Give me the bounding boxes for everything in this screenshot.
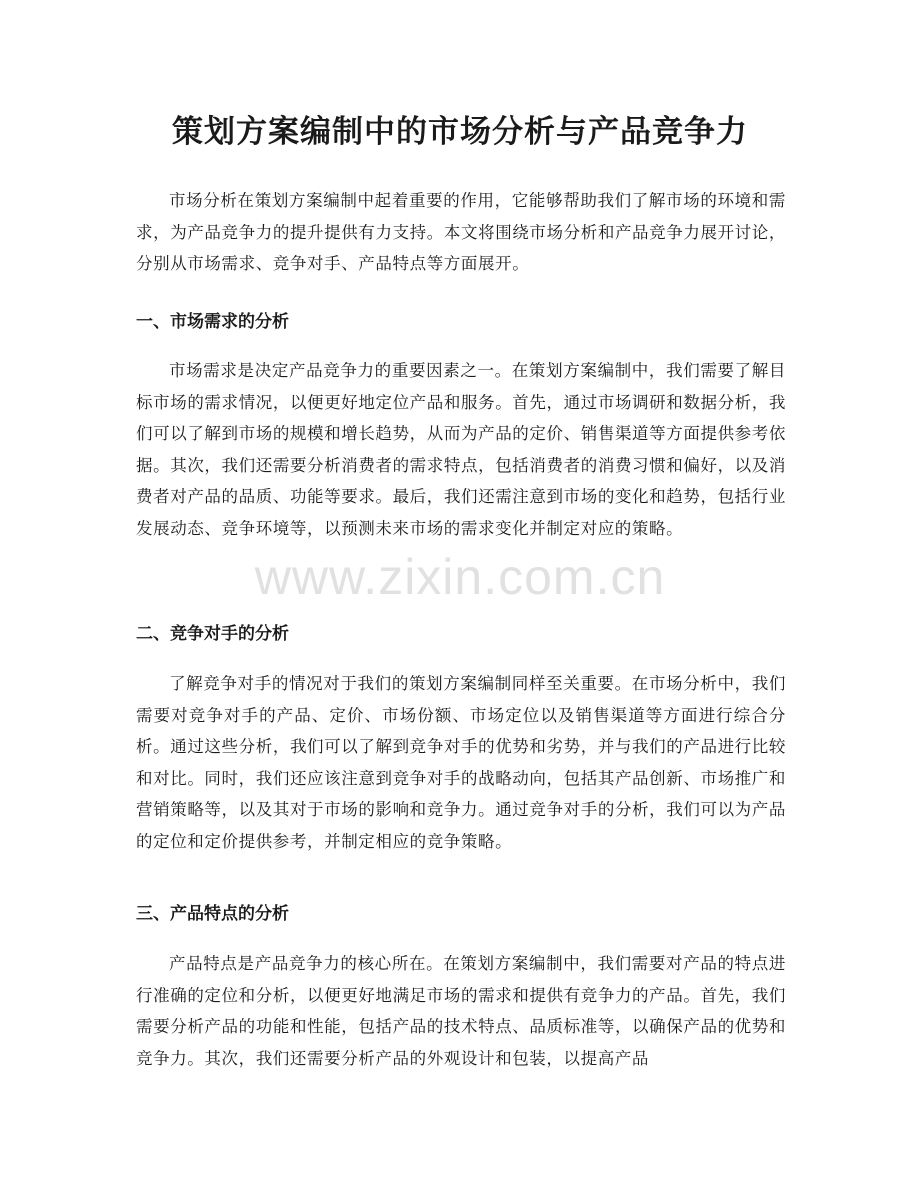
section-heading-competitors: 二、竞争对手的分析 [136,624,289,644]
section-body-product-features: 产品特点是产品竞争力的核心所在。在策划方案编制中，我们需要对产品的特点进行准确的定位和分析，以便更好地满足市场的需求和提供有竞争力的产品。首先，我们需要分析产品的功能和性能，包括产品的技术特点、品质标准等，以确保产品的优势和竞争力。其次，我们还需要分析产品的外观设计和包装，以提高产品 [136,954,786,1068]
intro-paragraph: 市场分析在策划方案编制中起着重要的作用，它能够帮助我们了解市场的环境和需求，为产品竞争力的提升提供有力支持。本文将围绕市场分析和产品竞争力展开讨论，分别从市场需求、竞争对手、产品特点等方面展开。 [136,191,786,274]
section-heading-product-features: 三、产品特点的分析 [136,904,289,924]
section-body-market-demand: 市场需求是决定产品竞争力的重要因素之一。在策划方案编制中，我们需要了解目标市场的需求情况，以便更好地定位产品和服务。首先，通过市场调研和数据分析，我们可以了解到市场的规模和增长趋势，从而为产品的定价、销售渠道等方面提供参考依据。其次，我们还需要分析消费者的需求特点，包括消费者的消费习惯和偏好，以及消费者对产品的品质、功能等要求。最后，我们还需注意到市场的变化和趋势，包括行业发展动态、竞争环境等，以预测未来市场的需求变化并制定对应的策略。 [136,361,786,538]
document-title: 策划方案编制中的市场分析与产品竞争力 [172,114,748,150]
section-heading-market-demand: 一、市场需求的分析 [136,312,289,332]
section-body-competitors: 了解竞争对手的情况对于我们的策划方案编制同样至关重要。在市场分析中，我们需要对竞争对手的产品、定价、市场份额、市场定位以及销售渠道等方面进行综合分析。通过这些分析，我们可以了解到竞争对手的优势和劣势，并与我们的产品进行比较和对比。同时，我们还应该注意到竞争对手的战略动向，包括其产品创新、市场推广和营销策略等，以及其对于市场的影响和竞争力。通过竞争对手的分析，我们可以为产品的定位和定价提供参考，并制定相应的竞争策略。 [136,674,786,851]
watermark: www.zixin.com.cn [254,549,666,605]
